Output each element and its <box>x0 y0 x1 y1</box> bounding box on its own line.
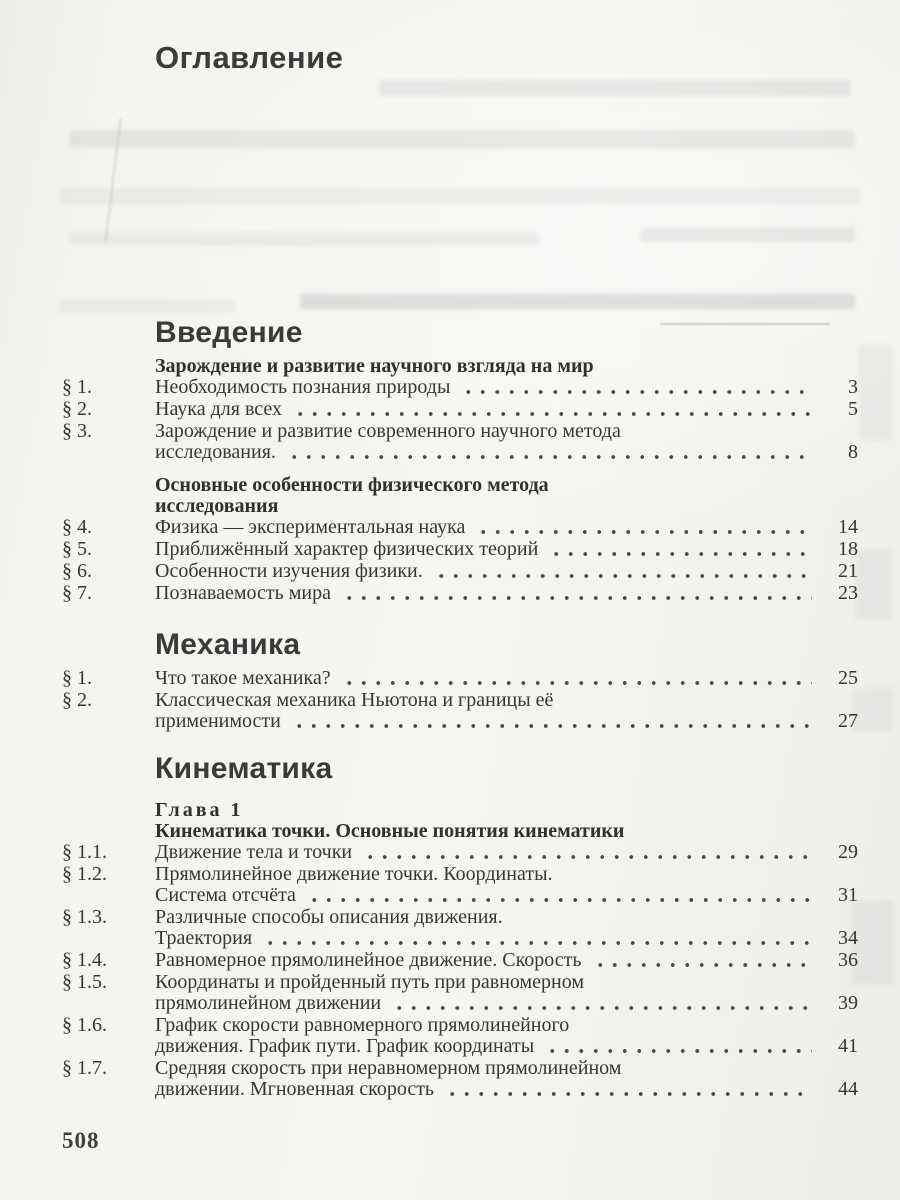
toc-entry <box>62 972 858 1014</box>
page-number-folio: 508 <box>62 1128 100 1153</box>
toc-entry <box>62 517 858 538</box>
toc-entry-page: 39 <box>838 992 858 1014</box>
toc-entry-title: Прямолинейное движение точки. Координаты. <box>155 863 553 885</box>
toc-entry <box>62 561 858 582</box>
subsection-heading: Основные особенности физического метода <box>155 474 549 496</box>
toc-entry-number: § 4. <box>62 516 92 538</box>
section-heading: Кинематика <box>155 752 333 785</box>
toc-entry-page: 29 <box>838 841 858 863</box>
toc-entry-title-continued: исследования. <box>155 441 276 463</box>
toc-entry-number: § 1.2. <box>62 863 107 885</box>
toc-entry-number: § 1.6. <box>62 1014 107 1036</box>
section-kinematics <box>62 752 858 1100</box>
toc-entry-number: § 1.7. <box>62 1057 107 1079</box>
dot-leader <box>443 1090 812 1096</box>
dot-leader <box>543 1047 812 1053</box>
toc-entry-number: § 1.5. <box>62 971 107 993</box>
toc-entry-page: 23 <box>838 582 858 604</box>
dot-leader <box>340 594 812 600</box>
dot-leader <box>340 679 812 685</box>
dot-leader <box>291 410 812 416</box>
toc-entry-number: § 2. <box>62 689 92 711</box>
toc-entry-title: Различные способы описания движения. <box>155 906 503 928</box>
subsection-heading: Зарождение и развитие научного взгляда на мир <box>155 355 594 377</box>
toc-entry-page: 41 <box>838 1035 858 1057</box>
toc-entry-title-continued: движения. График пути. График координаты <box>155 1035 535 1057</box>
section-heading: Механика <box>155 628 301 661</box>
chapter-label: Глава 1 <box>155 799 244 821</box>
section-heading: Введение <box>155 316 303 349</box>
dot-leader <box>285 453 812 459</box>
toc-entry-page: 27 <box>838 710 858 732</box>
bleed-through-zone <box>62 76 858 316</box>
subsection-heading-continued: исследования <box>155 495 279 517</box>
toc-entry-number: § 2. <box>62 398 92 420</box>
toc-entry <box>62 864 858 906</box>
toc-entry-title: Координаты и пройденный путь при равномерном <box>155 971 585 993</box>
dot-leader <box>459 388 812 394</box>
toc-entry-number: § 1.1. <box>62 841 107 863</box>
toc-entry-page: 36 <box>838 949 858 971</box>
toc-entry-number: § 1. <box>62 667 92 689</box>
toc-entry-page: 5 <box>848 398 858 420</box>
toc-entry <box>62 539 858 560</box>
toc-entry-page: 34 <box>838 927 858 949</box>
toc-entry <box>62 399 858 420</box>
toc-entry-title-continued: Система отсчёта <box>155 884 296 906</box>
toc-entry-page: 3 <box>848 376 858 398</box>
toc-entry-number: § 3. <box>62 420 92 442</box>
dot-leader <box>361 853 812 859</box>
toc-entry-number: § 1.3. <box>62 906 107 928</box>
toc-entry <box>62 1015 858 1057</box>
toc-entry-title: Необходимость познания природы <box>155 376 451 398</box>
bleed-through-artifact <box>852 688 894 732</box>
dot-leader <box>432 572 812 578</box>
toc-entry-title: Зарождение и развитие современного научного метода <box>155 420 621 442</box>
toc-entry-title: Движение тела и точки <box>155 841 353 863</box>
dot-leader <box>474 528 812 534</box>
toc-entry-title-continued: движении. Мгновенная скорость <box>155 1078 435 1100</box>
dot-leader <box>591 961 812 967</box>
toc-entry-title: График скорости равномерного прямолинейного <box>155 1014 570 1036</box>
toc-entry-page: 31 <box>838 884 858 906</box>
toc-entry-number: § 1.4. <box>62 949 107 971</box>
toc-entry <box>62 690 858 732</box>
toc-entry-page: 21 <box>838 560 858 582</box>
toc-entry <box>62 668 858 689</box>
toc-entry-title: Приближённый характер физических теорий <box>155 538 539 560</box>
dot-leader <box>390 1004 812 1010</box>
chapter-title: Кинематика точки. Основные понятия кинематики <box>155 820 625 842</box>
toc-entry-title: Равномерное прямолинейное движение. Скорость <box>155 949 582 971</box>
toc-entry <box>62 950 858 971</box>
section-introduction <box>62 316 858 604</box>
toc-entry-title: Что такое механика? <box>155 667 331 689</box>
toc-entry-number: § 5. <box>62 538 92 560</box>
toc-entry-title: Средняя скорость при неравномерном прямолинейном <box>155 1057 622 1079</box>
toc-entry-number: § 6. <box>62 560 92 582</box>
toc-entry-page: 44 <box>838 1078 858 1100</box>
toc-entry-page: 8 <box>848 441 858 463</box>
toc-entry <box>62 583 858 604</box>
toc-entry <box>62 421 858 463</box>
toc-entry-title-continued: Траектория <box>155 927 253 949</box>
toc-entry-page: 18 <box>838 538 858 560</box>
dot-leader <box>290 722 812 728</box>
toc-entry-page: 25 <box>838 667 858 689</box>
bleed-through-artifact <box>855 550 893 620</box>
toc-entry-title: Физика — экспериментальная наука <box>155 516 466 538</box>
toc-content <box>62 40 858 1101</box>
toc-entry <box>62 907 858 949</box>
page-title: Оглавление <box>155 40 344 75</box>
dot-leader <box>261 939 812 945</box>
toc-entry-number: § 1. <box>62 376 92 398</box>
bleed-through-artifact <box>858 345 892 440</box>
toc-entry-title: Наука для всех <box>155 398 283 420</box>
toc-entry-title-continued: применимости <box>155 710 281 732</box>
toc-entry <box>62 1058 858 1100</box>
dot-leader <box>305 896 812 902</box>
toc-entry-page: 14 <box>838 516 858 538</box>
toc-entry-title: Познаваемость мира <box>155 582 331 604</box>
section-mechanics <box>62 628 858 732</box>
toc-entry <box>62 377 858 398</box>
toc-entry-title-continued: прямолинейном движении <box>155 992 382 1014</box>
toc-entry-number: § 7. <box>62 582 92 604</box>
dot-leader <box>547 550 812 556</box>
toc-entry-title: Особенности изучения физики. <box>155 560 423 582</box>
toc-entry-title: Классическая механика Ньютона и границы её <box>155 689 554 711</box>
toc-entry <box>62 842 858 863</box>
